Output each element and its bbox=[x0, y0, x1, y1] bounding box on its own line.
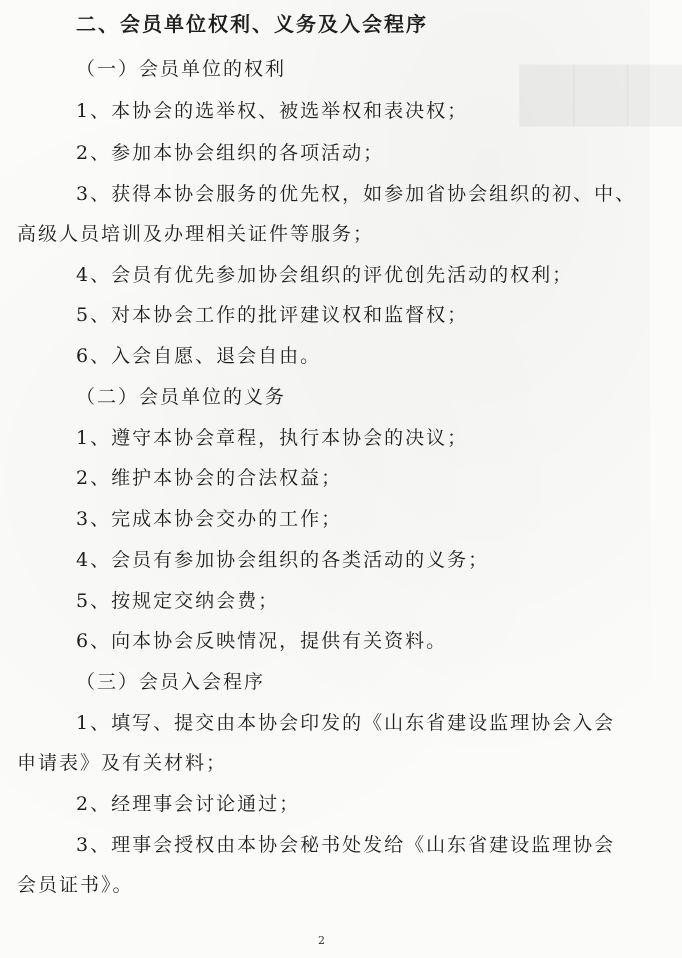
rights-item-3-continued: 高级人员培训及办理相关证件等服务； bbox=[17, 223, 375, 245]
procedure-item-1-continued: 申请表》及有关材料； bbox=[17, 752, 228, 774]
procedure-item-1: 1、填写、提交由本协会印发的《山东省建设监理协会入会 bbox=[76, 712, 616, 734]
rights-item-5: 5、对本协会工作的批评建议权和监督权； bbox=[76, 304, 469, 326]
obligations-item-5: 5、按规定交纳会费； bbox=[76, 590, 280, 612]
bleed-through-texture: ▆▆▆ bbox=[520, 43, 682, 126]
section-title: 二、会员单位权利、义务及入会程序 bbox=[76, 12, 428, 36]
procedure-item-3-continued: 会员证书》。 bbox=[17, 874, 134, 896]
obligations-item-4: 4、会员有参加协会组织的各类活动的义务； bbox=[76, 549, 490, 571]
rights-item-3: 3、获得本协会服务的优先权，如参加省协会组织的初、中、 bbox=[76, 183, 637, 205]
rights-item-6: 6、入会自愿、退会自由。 bbox=[76, 345, 322, 367]
procedure-heading: （三）会员入会程序 bbox=[76, 671, 266, 693]
rights-heading: （一）会员单位的权利 bbox=[76, 58, 287, 80]
obligations-item-2: 2、维护本协会的合法权益； bbox=[76, 467, 343, 489]
rights-item-4: 4、会员有优先参加协会组织的评优创先活动的权利； bbox=[76, 264, 574, 286]
procedure-item-2: 2、经理事会讨论通过； bbox=[76, 793, 301, 815]
page-number: 2 bbox=[318, 934, 325, 947]
obligations-item-3: 3、完成本协会交办的工作； bbox=[76, 508, 343, 530]
procedure-item-3: 3、理事会授权由本协会秘书处发给《山东省建设监理协会 bbox=[76, 834, 616, 856]
rights-item-2: 2、参加本协会组织的各项活动； bbox=[76, 142, 385, 164]
rights-item-1: 1、本协会的选举权、被选举权和表决权； bbox=[76, 100, 469, 122]
obligations-heading: （二）会员单位的义务 bbox=[76, 386, 287, 408]
obligations-item-1: 1、遵守本协会章程，执行本协会的决议； bbox=[76, 427, 469, 449]
obligations-item-6: 6、向本协会反映情况，提供有关资料。 bbox=[76, 630, 448, 652]
